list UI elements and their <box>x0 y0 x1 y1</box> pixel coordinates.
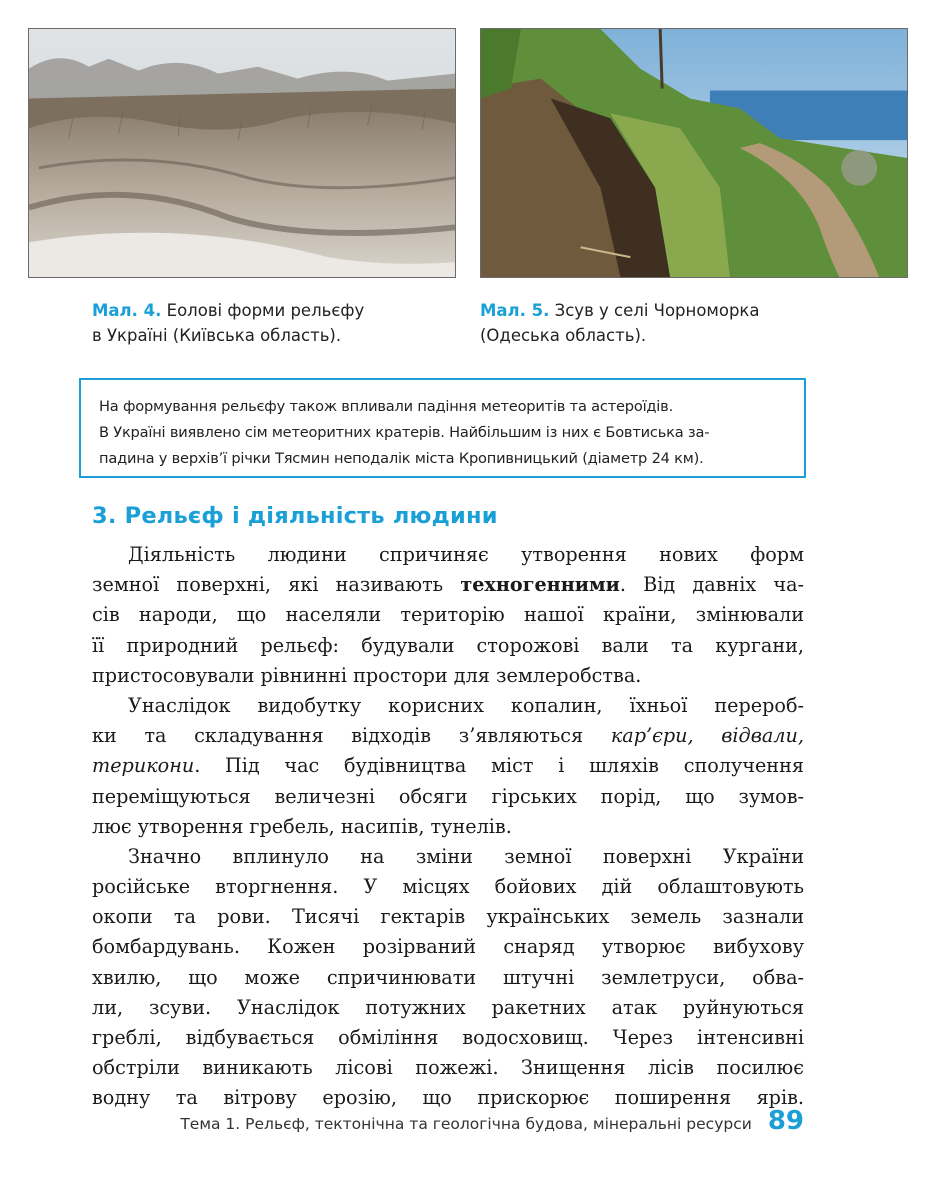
term-technogenic: техногенними <box>460 573 620 597</box>
page-number: 89 <box>767 1106 804 1136</box>
paragraph-line: Значно вплинуло на зміни земної поверхні України <box>128 844 804 868</box>
landslide-coast-photo <box>480 28 908 278</box>
paragraph-line: Унаслідок видобутку корисних копалин, їхньої перероб- <box>128 693 804 717</box>
paragraph-line <box>92 570 804 600</box>
paragraph-line: бомбардувань. Кожен розірваний снаряд утворює вибухову <box>92 935 804 959</box>
sand-dunes-photo <box>28 28 456 278</box>
paragraph-line: її природний рельєф: будували сторожові вали та кургани, <box>92 633 804 657</box>
paragraph-line: російське вторгнення. У місцях бойових дій облаштовують <box>92 875 804 899</box>
paragraph-line: греблі, відбувається обміління водосховищ. Через інтенсивні <box>92 1026 804 1049</box>
text-run: земної поверхні, які називають <box>92 573 461 597</box>
figure-4-label: Мал. 4. <box>92 301 162 320</box>
footer-topic: Тема 1. Рельєф, тектонічна та геологічна будова, мінеральні ресурси <box>180 1115 752 1133</box>
paragraph-line <box>92 721 804 751</box>
infobox-line: На формування рельєфу також впливали падіння метеоритів та астероїдів. <box>99 398 674 415</box>
paragraph-line: переміщуються величезні обсяги гірських порід, що зумов- <box>92 784 804 808</box>
section-body <box>92 540 804 1114</box>
term-quarries: кар’єри, відвали, <box>610 724 804 748</box>
paragraph-line <box>92 751 804 781</box>
paragraph-line: окопи та рови. Тисячі гектарів українських земель зазнали <box>92 905 804 929</box>
infobox-line: В Україні виявлено сім метеоритних кратерів. Найбільшим із них є Бовтиська за- <box>99 424 710 441</box>
paragraph-line: Діяльність людини спричиняє утворення нових форм <box>128 543 804 566</box>
figure-4-caption <box>92 298 422 348</box>
paragraph-line: водну та вітрову ерозію, що прискорює поширення ярів. <box>92 1086 804 1110</box>
figure-4-caption-line2: в Україні (Київська область). <box>92 326 342 345</box>
text-run: . Від давніх ча- <box>619 573 805 597</box>
text-run: . Під час будівництва міст і шляхів сполучення <box>194 754 804 778</box>
paragraph-line: ли, зсуви. Унаслідок потужних ракетних атак руйнуються <box>92 995 804 1019</box>
paragraph-line: сів народи, що населяли територію нашої країни, змінювали <box>92 603 804 627</box>
paragraph-line: лює утворення гребель, насипів, тунелів. <box>92 814 512 838</box>
figure-5-label: Мал. 5. <box>480 301 550 320</box>
term-terricones: терикони <box>92 754 195 778</box>
figure-5-caption-line2: (Одеська область). <box>480 326 647 345</box>
meteorite-info-box <box>79 378 806 478</box>
figure-5-caption <box>480 298 820 348</box>
page-footer <box>150 1106 804 1136</box>
section-heading: 3. Рельєф і діяльність людини <box>92 503 498 529</box>
figure-4-caption-line1: Еолові форми рельєфу <box>166 301 365 320</box>
text-run: ки та складування відходів з’являються <box>92 724 611 748</box>
infobox-line: падина у верхів’ї річки Тясмин неподалік міста Кропивницький (діаметр 24 км). <box>99 450 704 467</box>
figure-5-caption-line1: Зсув у селі Чорноморка <box>554 301 760 320</box>
paragraph-line: хвилю, що може спричинювати штучні землетруси, обва- <box>92 965 804 989</box>
paragraph-line: обстріли виникають лісові пожежі. Знищення лісів посилює <box>92 1056 804 1080</box>
paragraph-line: пристосовували рівнинні простори для землеробства. <box>92 663 642 687</box>
